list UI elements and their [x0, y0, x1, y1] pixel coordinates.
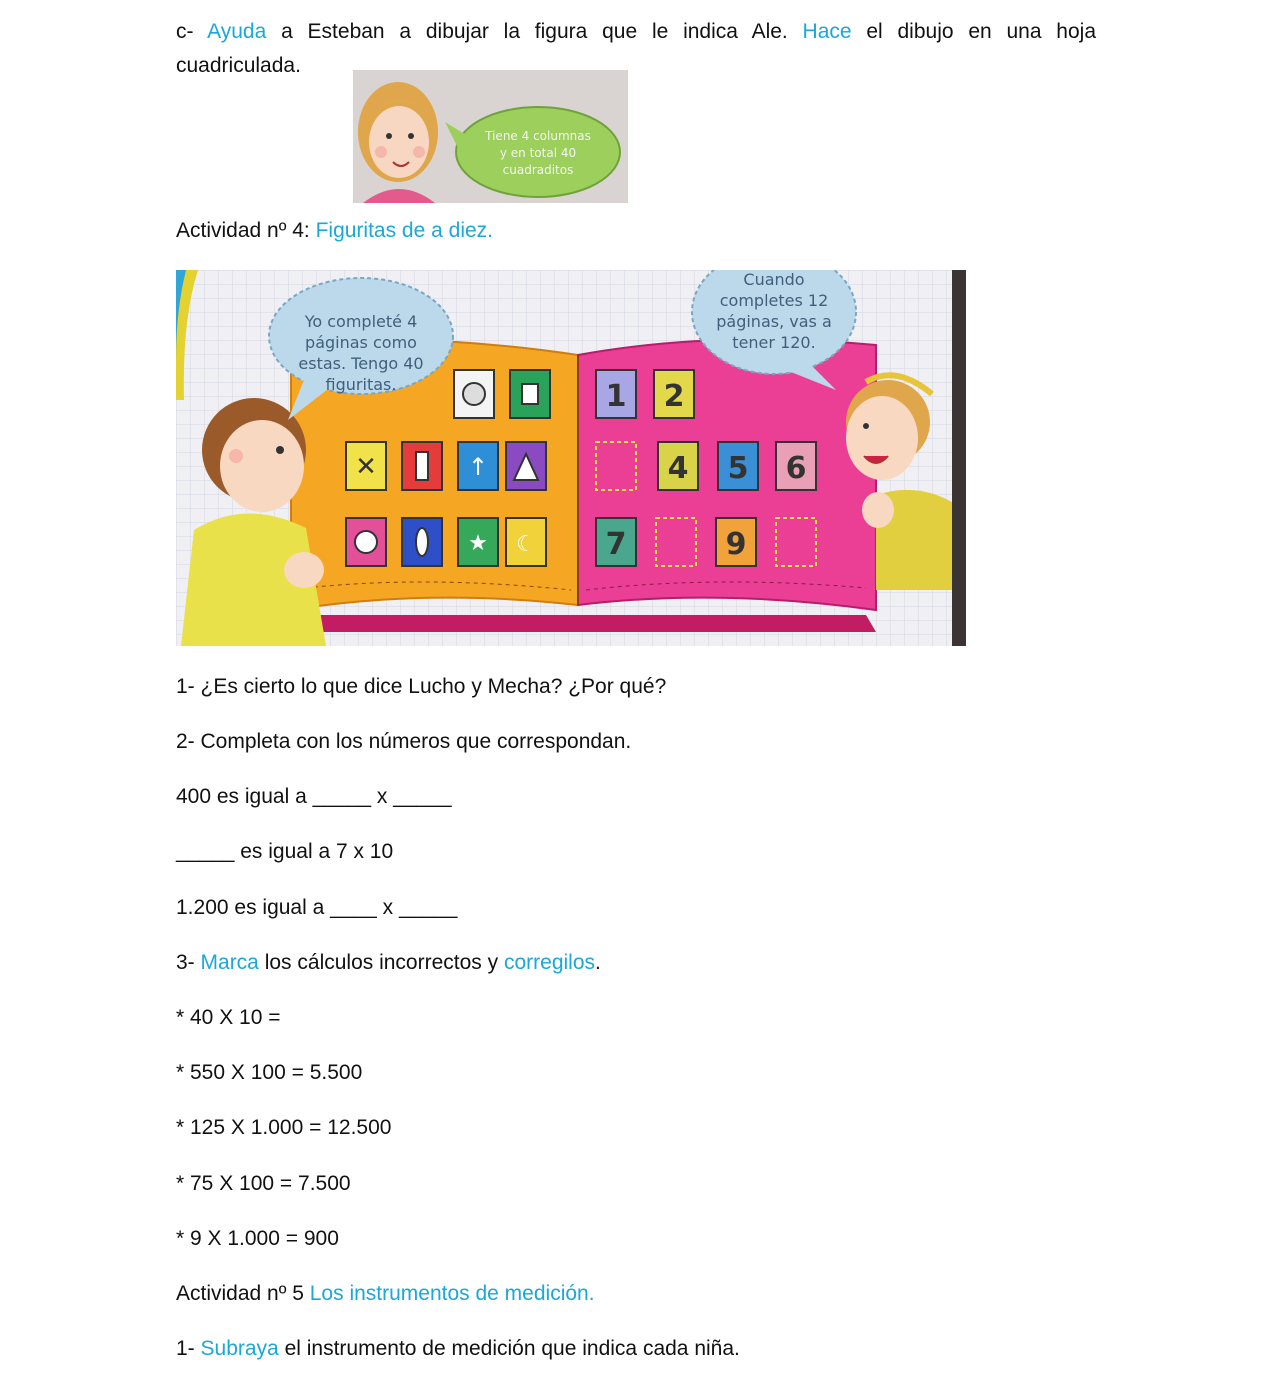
sticker-number-7: 7	[605, 527, 627, 562]
svg-text:☾: ☾	[516, 532, 536, 557]
left-bubble-line-3: estas. Tengo 40	[298, 354, 424, 373]
svg-text:↑: ↑	[467, 453, 489, 481]
sticker-number-6: 6	[785, 451, 807, 486]
calc-2: * 550 X 100 = 5.500	[176, 1061, 363, 1084]
question-3: 3- Marca los cálculos incorrectos y corregilos.	[176, 951, 601, 974]
activity-4-heading: Actividad nº 4: Figuritas de a diez.	[176, 219, 494, 242]
sticker-number-2: 2	[663, 379, 685, 414]
activity-5-question-1: 1- Subraya el instrumento de medición que indica cada niña.	[176, 1337, 740, 1360]
left-bubble-line-1: Yo completé 4	[304, 312, 418, 331]
exercise-2a: 400 es igual a _____ x _____	[176, 785, 452, 808]
calc-5: * 9 X 1.000 = 900	[176, 1227, 339, 1250]
verb-marca: Marca	[200, 951, 259, 974]
right-bubble-line-3: páginas, vas a	[716, 312, 832, 331]
verb-corregilos: corregilos	[503, 951, 596, 974]
verb-hace: Hace	[802, 20, 852, 43]
calc-1: * 40 X 10 =	[176, 1006, 281, 1029]
verb-subraya: Subraya	[200, 1337, 279, 1360]
verb-ayuda: Ayuda	[207, 20, 267, 43]
ale-illustration	[353, 70, 628, 203]
sticker-number-5: 5	[727, 451, 749, 486]
sticker-number-9: 9	[725, 527, 747, 562]
intro-line-2: cuadriculada.	[176, 54, 301, 77]
activity-5-heading: Actividad nº 5 Los instrumentos de medición.	[176, 1282, 595, 1305]
sticker-number-4: 4	[667, 451, 689, 486]
ale-bubble-line-2: y en total 40	[499, 146, 577, 160]
calc-4: * 75 X 100 = 7.500	[176, 1172, 351, 1195]
right-bubble-line-4: tener 120.	[732, 333, 816, 352]
ale-bubble-line-1: Tiene 4 columnas	[485, 129, 591, 143]
intro-line-1: c- Ayuda a Esteban a dibujar la figura que le indica Ale. Hace el dibujo en una hoja	[176, 20, 1096, 43]
svg-text:✕: ✕	[355, 452, 377, 482]
ale-bubble-line-3: cuadraditos	[502, 163, 574, 177]
exercise-2c: 1.200 es igual a ____ x _____	[176, 896, 458, 919]
calc-3: * 125 X 1.000 = 12.500	[176, 1116, 392, 1139]
left-bubble-line-2: páginas como	[305, 333, 417, 352]
left-bubble-line-4: figuritas.	[325, 375, 397, 394]
sticker-number-1: 1	[605, 379, 627, 414]
question-1: 1- ¿Es cierto lo que dice Lucho y Mecha? ¿Por qué?	[176, 675, 667, 698]
right-bubble-line-2: completes 12	[719, 291, 829, 310]
album-illustration	[176, 270, 966, 646]
exercise-2b: _____ es igual a 7 x 10	[176, 840, 394, 863]
svg-text:★: ★	[468, 531, 488, 556]
question-2: 2- Completa con los números que correspondan.	[176, 730, 632, 753]
right-bubble-line-1: Cuando	[743, 270, 805, 289]
